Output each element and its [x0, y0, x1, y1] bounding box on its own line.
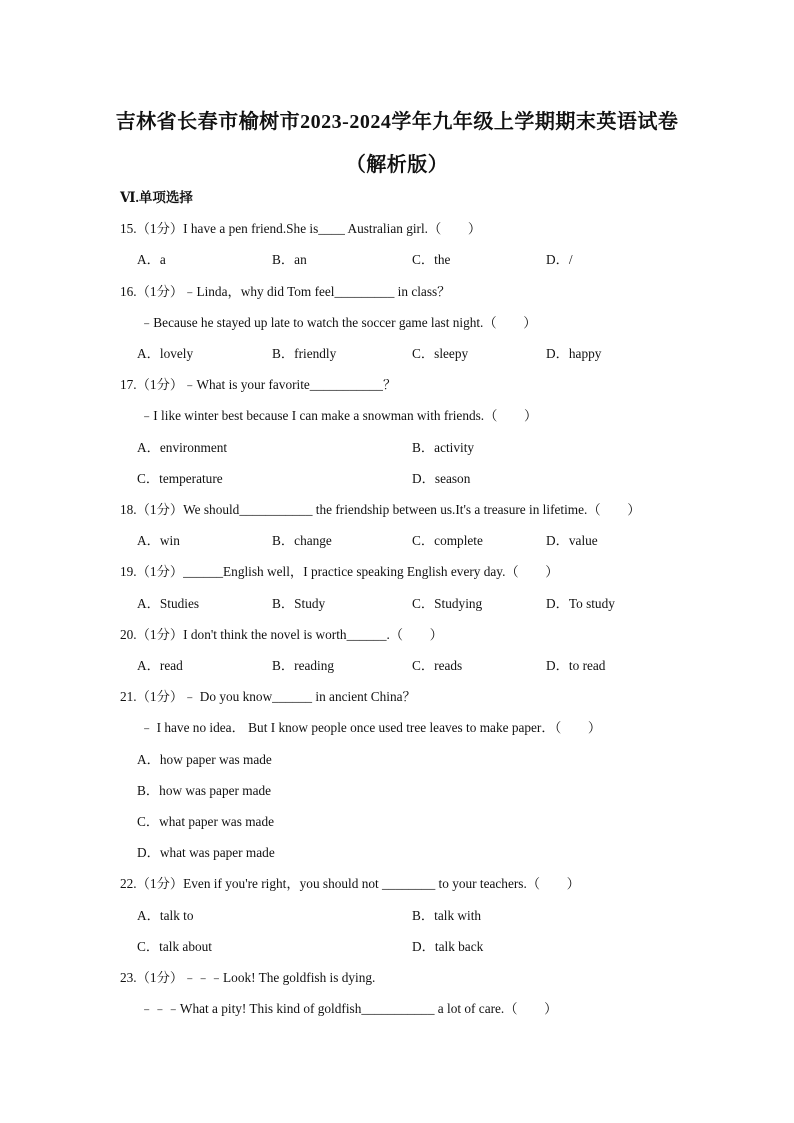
question-stem-17: 17.（1分）﹣What is your favorite___________？: [120, 377, 397, 392]
option-17-b[interactable]: B．activity: [412, 440, 475, 455]
question-stem-18: 18.（1分）We should___________ the friendship between us.It's a treasure in lifetime.（ ）: [120, 502, 641, 517]
option-15-a[interactable]: A．a: [137, 252, 166, 267]
section-heading: Ⅵ.单项选择: [120, 190, 193, 205]
option-16-c[interactable]: C．sleepy: [412, 346, 469, 361]
question-reply-23: ﹣﹣﹣What a pity! This kind of goldfish___________ a lot of care.（ ）: [140, 1001, 558, 1016]
option-20-d[interactable]: D．to read: [546, 658, 606, 673]
option-16-b[interactable]: B．friendly: [272, 346, 337, 361]
option-15-b[interactable]: B．an: [272, 252, 307, 267]
option-19-a[interactable]: A．Studies: [137, 596, 200, 611]
option-18-c[interactable]: C．complete: [412, 533, 483, 548]
option-17-d[interactable]: D．season: [412, 471, 471, 486]
option-20-c[interactable]: C．reads: [412, 658, 463, 673]
question-stem-20: 20.（1分）I don't think the novel is worth______.（ ）: [120, 627, 443, 642]
option-19-d[interactable]: D．To study: [546, 596, 615, 611]
question-reply-21: ﹣ I have no idea． But I know people once used tree leaves to make paper．（ ）: [140, 720, 602, 735]
option-21-c[interactable]: C．what paper was made: [137, 814, 274, 829]
option-22-a[interactable]: A．talk to: [137, 908, 194, 923]
option-15-c[interactable]: C．the: [412, 252, 451, 267]
option-15-d[interactable]: D．/: [546, 252, 573, 267]
option-22-d[interactable]: D．talk back: [412, 939, 484, 954]
option-17-a[interactable]: A．environment: [137, 440, 228, 455]
option-22-b[interactable]: B．talk with: [412, 908, 482, 923]
option-17-c[interactable]: C．temperature: [137, 471, 223, 486]
question-stem-19: 19.（1分）______English well，I practice speaking English every day.（ ）: [120, 564, 559, 579]
option-16-a[interactable]: A．lovely: [137, 346, 194, 361]
option-21-b[interactable]: B．how was paper made: [137, 783, 272, 798]
question-stem-23: 23.（1分）﹣﹣﹣Look! The goldfish is dying.: [120, 970, 376, 985]
question-stem-15: 15.（1分）I have a pen friend.She is____ Australian girl.（ ）: [120, 221, 482, 236]
option-19-b[interactable]: B．Study: [272, 596, 326, 611]
question-reply-16: ﹣Because he stayed up late to watch the soccer game last night.（ ）: [140, 315, 537, 330]
option-16-d[interactable]: D．happy: [546, 346, 602, 361]
option-19-c[interactable]: C．Studying: [412, 596, 483, 611]
option-18-a[interactable]: A．win: [137, 533, 180, 548]
option-18-d[interactable]: D．value: [546, 533, 598, 548]
question-reply-17: ﹣I like winter best because I can make a snowman with friends.（ ）: [140, 408, 538, 423]
option-20-b[interactable]: B．reading: [272, 658, 335, 673]
option-20-a[interactable]: A．read: [137, 658, 183, 673]
page-title: 吉林省长春市榆树市2023-2024学年九年级上学期期末英语试卷: [115, 111, 679, 133]
page-subtitle: （解析版）: [345, 154, 449, 176]
option-21-d[interactable]: D．what was paper made: [137, 845, 275, 860]
question-stem-16: 16.（1分）﹣Linda，why did Tom feel_________ in class？: [120, 284, 451, 299]
question-stem-22: 22.（1分）Even if you're right，you should not ________ to your teachers.（ ）: [120, 876, 580, 891]
option-22-c[interactable]: C．talk about: [137, 939, 212, 954]
question-stem-21: 21.（1分）﹣ Do you know______ in ancient China？: [120, 689, 416, 704]
option-21-a[interactable]: A．how paper was made: [137, 752, 272, 767]
option-18-b[interactable]: B．change: [272, 533, 332, 548]
